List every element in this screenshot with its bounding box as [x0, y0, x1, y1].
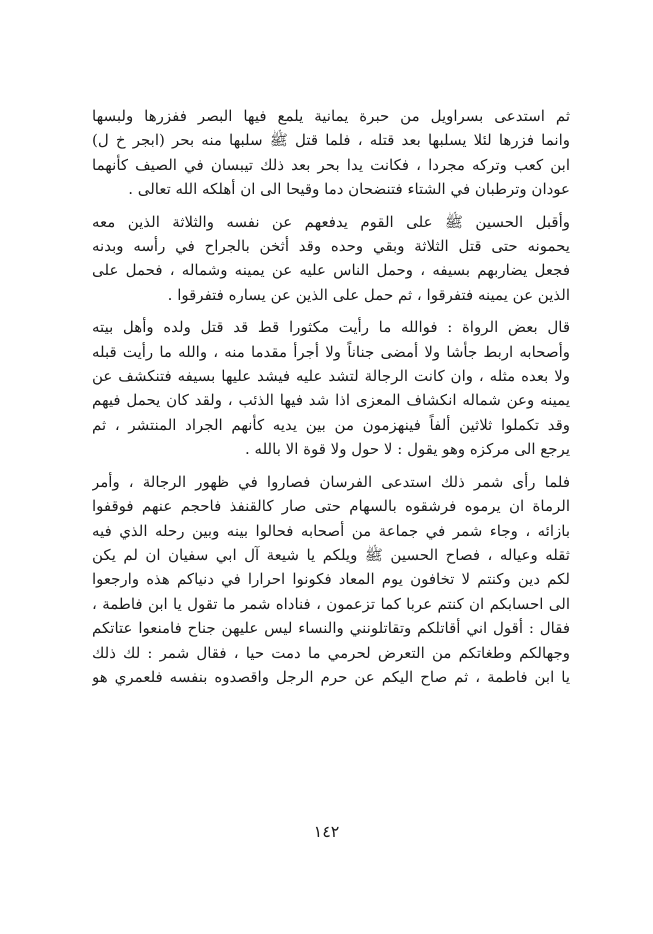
text-line: يا ابن فاطمة ، ثم صاح اليكم عن حرم الرجل واقصدوه بنفسه فلعمري هو	[92, 667, 570, 686]
text-line: ولا بعده مثله ، وان كانت الرجالة لتشد عليه فيشد عليها بسيفه فتنكشف عن	[92, 367, 570, 386]
text-line: لكم دين وكنتم لا تخافون يوم المعاد فكونوا احرارا في دنياكم هذه وارجعوا	[92, 570, 570, 589]
text-line: وأقبل الحسين ﷺ على القوم يدفعهم عن نفسه والثلاثة الذين معه	[92, 212, 570, 231]
text-line: وجهالكم وطغاتكم من التعرض لحرمي ما دمت حيا ، فقال شمر : لك ذلك	[92, 643, 570, 662]
body-text	[92, 104, 570, 689]
text-line: وأصحابه اربط جأشا ولا أمضى جناناً ولا أجرأ مقدما منه ، والله ما رأيت قبله	[92, 342, 570, 361]
paragraph	[92, 210, 570, 308]
text-line: عودان وترطبان في الشتاء فتنضحان دما وقيحا الى ان أهلكه الله تعالى .	[128, 180, 570, 199]
text-line: ثم استدعى بسراويل من حبرة يمانية يلمع فيها البصر ففزرها ولبسها	[92, 107, 570, 125]
text-line: الرماة ان يرموه فرشقوه بالسهام حتى صار كالقنفذ فاحجم عنهم فوقفوا	[92, 497, 570, 516]
text-line: يمينه وعن شماله انكشاف المعزى اذا شد فيها الذئب ، ولقد كان يحمل فيهم	[92, 391, 570, 410]
text-line: الى احسابكم ان كنتم عربا كما تزعمون ، فناداه شمر ما تقول يا ابن فاطمة ،	[92, 594, 570, 613]
text-line: فجعل يضاربهم بسيفه ، وحمل الناس عليه عن يمينه وشماله ، فحمل على	[92, 261, 570, 280]
text-line: يرجع الى مركزه وهو يقول : لا حول ولا قوة الا بالله .	[245, 440, 570, 459]
text-line: قال بعض الرواة : فوالله ما رأيت مكثورا قط قد قتل ولده وأهل بيته	[92, 318, 570, 337]
text-line: يحمونه حتى قتل الثلاثة وبقي وحده وقد أثخن بالجراح في رأسه وبدنه	[92, 237, 570, 256]
paragraph	[92, 315, 570, 461]
page-number: ١٤٢	[313, 822, 340, 841]
text-line: فلما رأى شمر ذلك استدعى الفرسان فصاروا في ظهور الرجالة ، وأمر	[92, 472, 570, 491]
text-line: فقال : أقول اني أقاتلكم وتقاتلونني والنساء ليس عليهن جناح فامنعوا عتاتكم	[92, 619, 570, 638]
text-line: الذين عن يمينه فتفرقوا ، ثم حمل على الذين عن يساره فتفرقوا .	[167, 285, 570, 304]
text-line: وانما فزرها لئلا يسلبها بعد قتله ، فلما قتل ﷺ سلبها منه بحر (ابجر خ ل)	[92, 131, 570, 150]
text-line: ثقله وعياله ، فصاح الحسين ﷺ ويلكم يا شيعة آل ابي سفيان ان لم يكن	[92, 545, 570, 564]
text-line: بازائه ، وجاء شمر في جماعة من أصحابه فحالوا بينه وبين رحله الذي فيه	[92, 521, 570, 540]
text-line: وقد تكملوا ثلاثين ألفاً فينهزمون من بين يديه كأنهم الجراد المنتشر ، ثم	[92, 415, 570, 434]
text-line: ابن كعب وتركه مجردا ، فكانت يدا بحر بعد ذلك تيبسان في الصيف كأنهما	[92, 155, 570, 174]
paragraph	[92, 470, 570, 690]
paragraph	[92, 104, 570, 202]
